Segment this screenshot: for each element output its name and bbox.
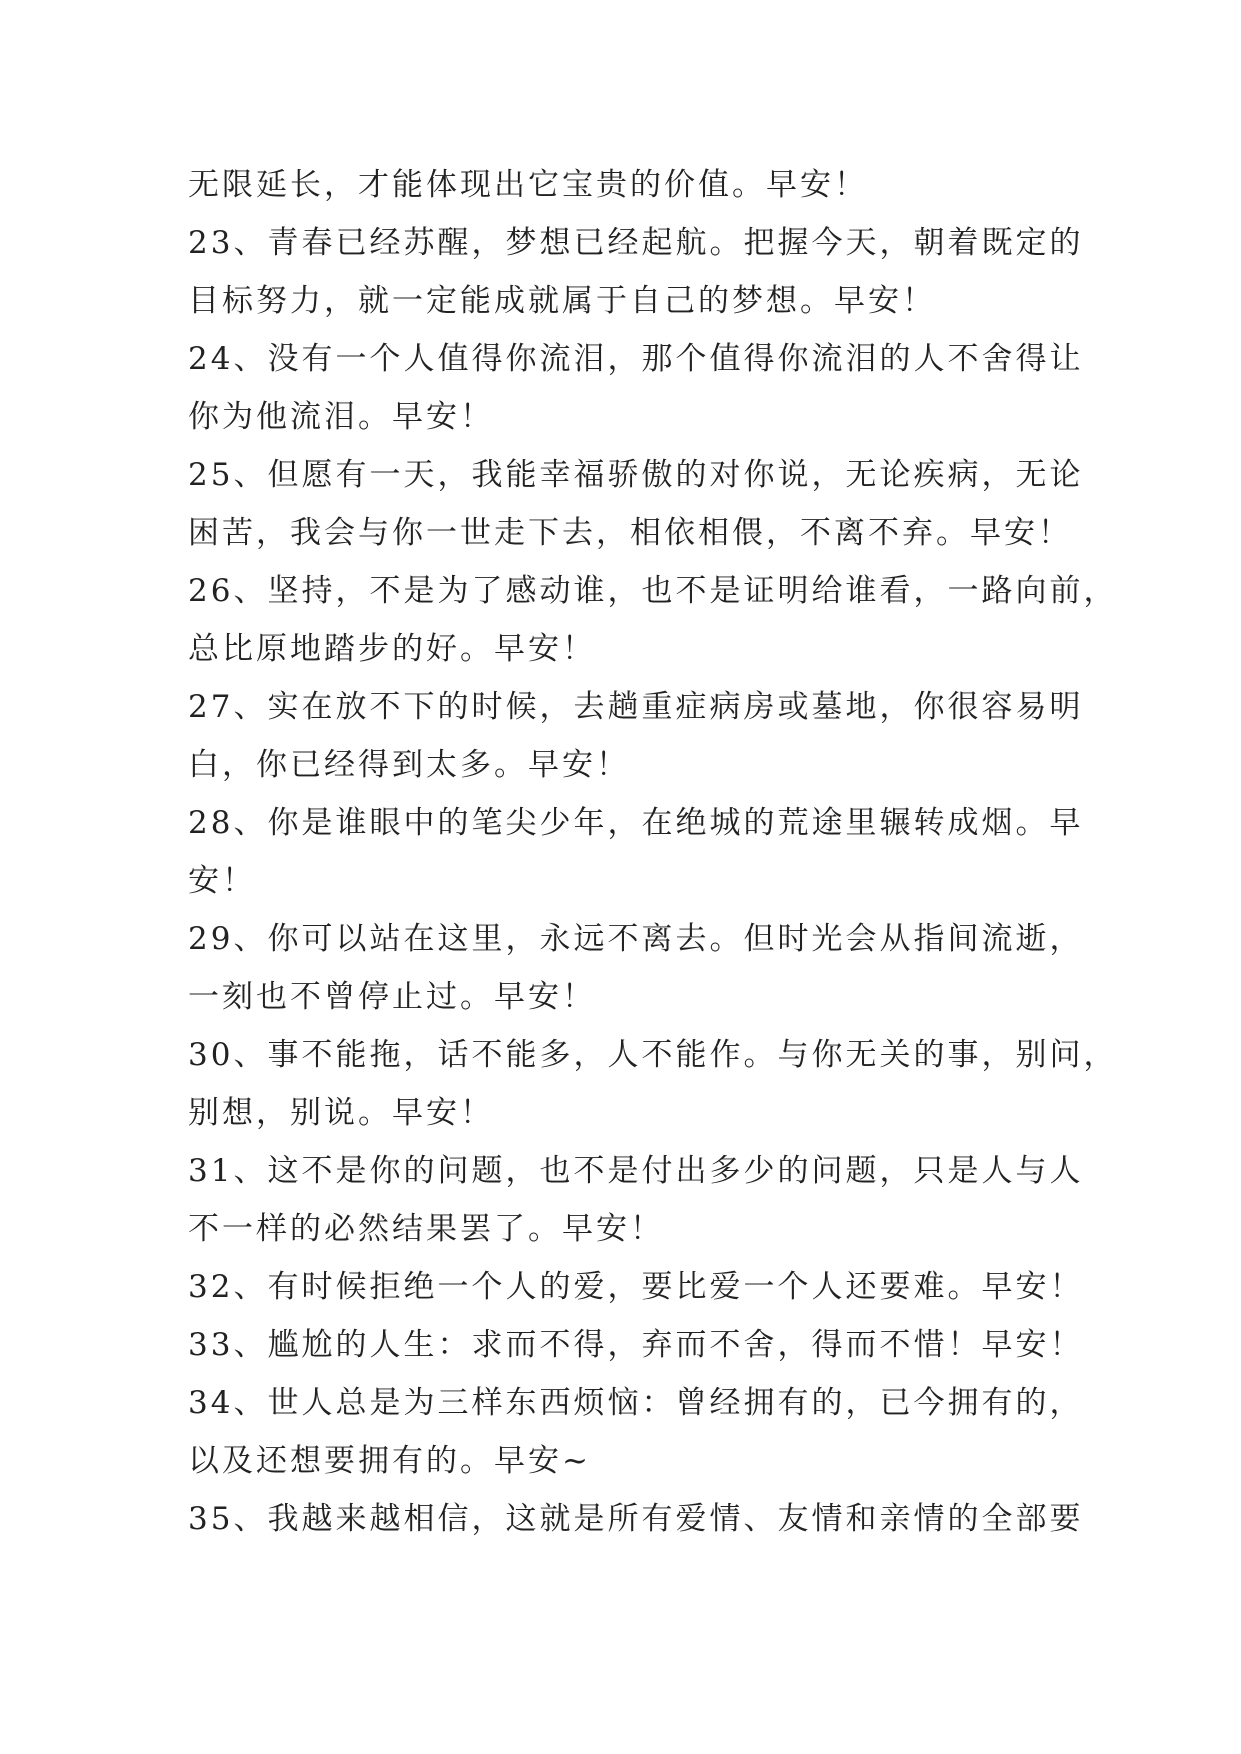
text-line: 29、你可以站在这里，永远不离去。但时光会从指间流逝， <box>188 921 1084 957</box>
text-line: 困苦，我会与你一世走下去，相依相偎，不离不弃。早安！ <box>188 515 1072 551</box>
text-line: 以及还想要拥有的。早安~ <box>188 1443 591 1479</box>
text-line: 24、没有一个人值得你流泪，那个值得你流泪的人不舍得让 <box>188 341 1084 377</box>
text-line: 35、我越来越相信，这就是所有爱情、友情和亲情的全部要 <box>188 1501 1084 1537</box>
text-line: 25、但愿有一天，我能幸福骄傲的对你说，无论疾病，无论 <box>188 457 1084 493</box>
text-line: 一刻也不曾停止过。早安！ <box>188 979 596 1015</box>
text-line: 总比原地踏步的好。早安！ <box>188 631 596 667</box>
text-line: 30、事不能拖，话不能多，人不能作。与你无关的事，别问， <box>188 1037 1118 1073</box>
text-line: 28、你是谁眼中的笔尖少年，在绝城的荒途里辗转成烟。早 <box>188 805 1084 841</box>
text-line: 安！ <box>188 863 256 899</box>
text-line: 26、坚持，不是为了感动谁，也不是证明给谁看，一路向前， <box>188 573 1118 609</box>
text-line: 33、尴尬的人生：求而不得，弃而不舍，得而不惜！早安！ <box>188 1327 1084 1363</box>
text-line: 32、有时候拒绝一个人的爱，要比爱一个人还要难。早安！ <box>188 1269 1084 1305</box>
text-line: 23、青春已经苏醒，梦想已经起航。把握今天，朝着既定的 <box>188 225 1084 261</box>
text-line: 目标努力，就一定能成就属于自己的梦想。早安！ <box>188 283 936 319</box>
text-line: 白，你已经得到太多。早安！ <box>188 747 630 783</box>
text-line: 不一样的必然结果罢了。早安！ <box>188 1211 664 1247</box>
text-line: 无限延长，才能体现出它宝贵的价值。早安！ <box>188 167 868 203</box>
text-line: 别想，别说。早安！ <box>188 1095 494 1131</box>
text-line: 你为他流泪。早安！ <box>188 399 494 435</box>
text-line: 27、实在放不下的时候，去趟重症病房或墓地，你很容易明 <box>188 689 1084 725</box>
document-body-text <box>188 156 1118 1548</box>
text-line: 34、世人总是为三样东西烦恼：曾经拥有的，已今拥有的， <box>188 1385 1084 1421</box>
text-line: 31、这不是你的问题，也不是付出多少的问题，只是人与人 <box>188 1153 1084 1189</box>
